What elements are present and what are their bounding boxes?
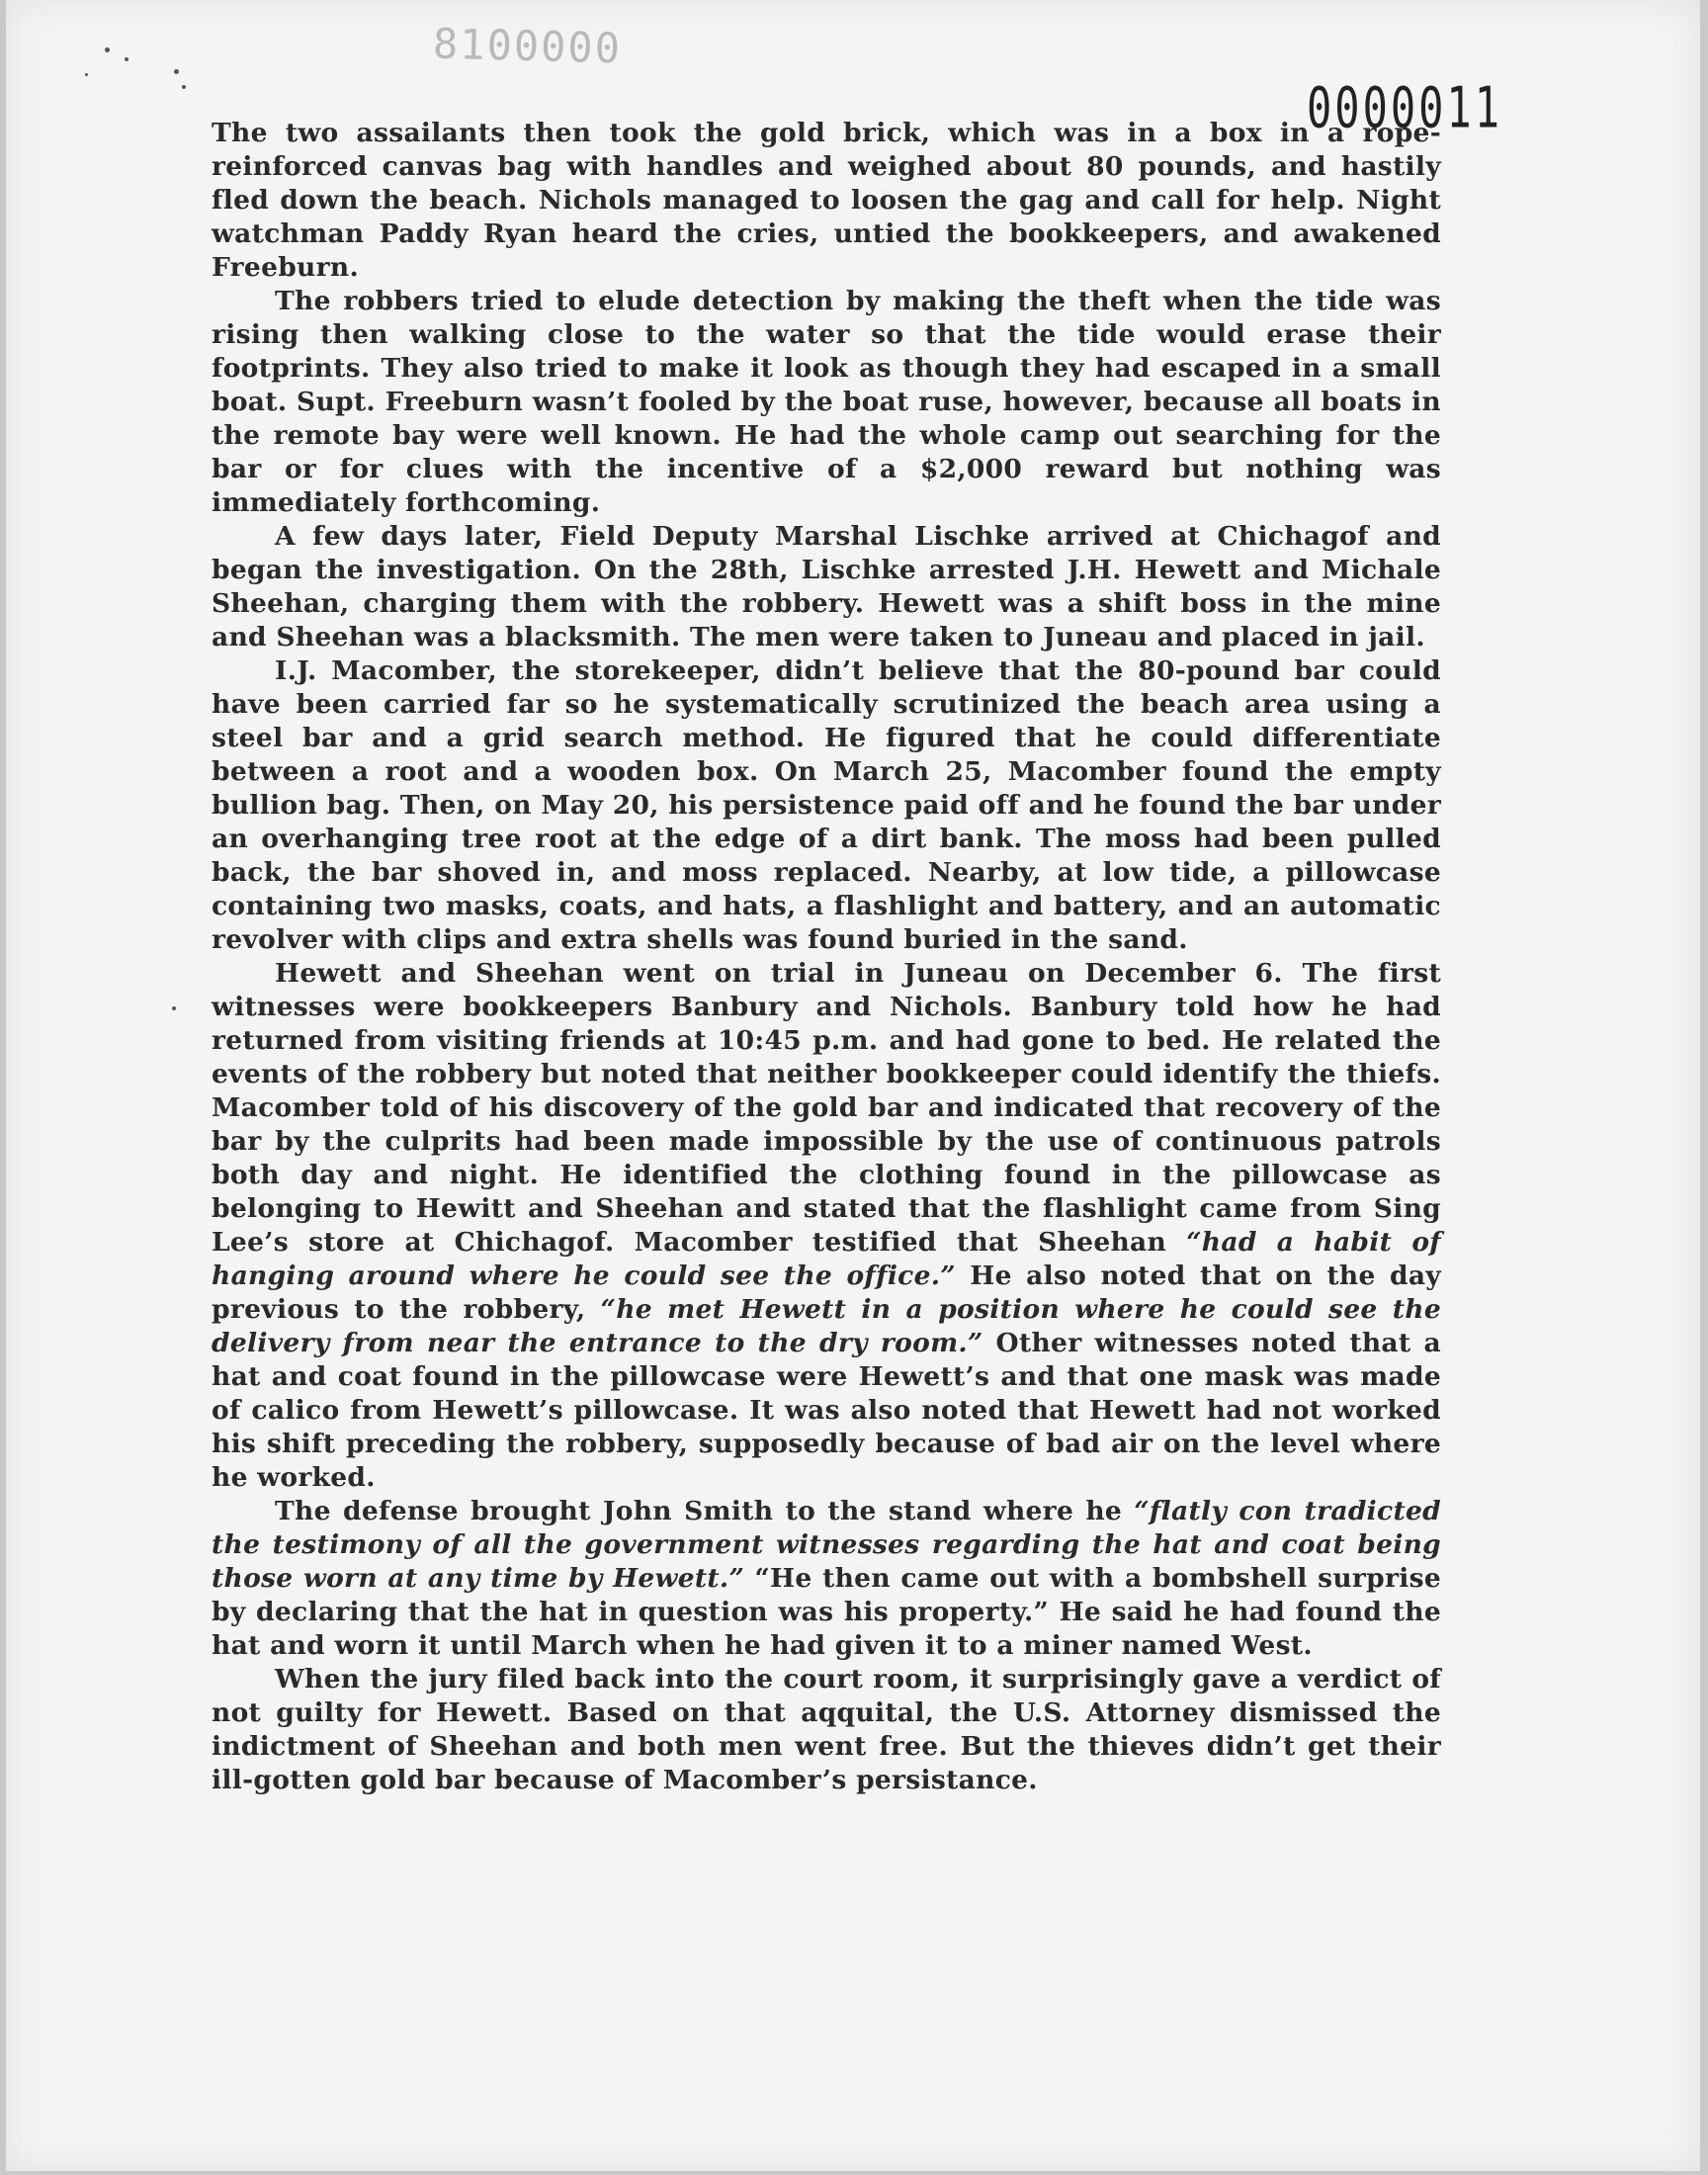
- quoted-testimony: “had a habit of hanging around where he could see the office.”: [212, 1227, 1441, 1291]
- paragraph: [212, 520, 1441, 654]
- paragraph-text: Other witnesses noted that a hat and coat found in the pillowcase were Hewett’s and that one mask was made of calico from Hewett’s pillowcase. It was also noted that Hewett had not worked his shift preceding the robbery, supposedly because of bad air on the level where he worked.: [212, 1328, 1441, 1493]
- page-number: 0000011: [1307, 75, 1503, 141]
- quoted-testimony: “he met Hewett in a position where he could see the delivery from near the entrance to the dry room.”: [212, 1294, 1441, 1358]
- scan-speck: [182, 85, 186, 89]
- faint-stamp-number: 8100000: [432, 19, 623, 73]
- paragraph: [212, 957, 1441, 1495]
- paragraph-text: A few days later, Field Deputy Marshal Lischke arrived at Chichagof and began the investigation. On the 28th, Lischke arrested J.H. Hewett and Michale Sheehan, charging them with the robbery. Hewett was a shift boss in the mine and Sheehan was a blacksmith. The men were taken to Juneau and placed in jail.: [212, 521, 1441, 652]
- paragraph: [212, 1495, 1441, 1663]
- paragraph: [212, 117, 1441, 285]
- scan-speck: [85, 73, 88, 76]
- scan-speck: [172, 1006, 176, 1010]
- paragraph-text: I.J. Macomber, the storekeeper, didn’t believe that the 80-pound bar could have been carried far so he systematically scrutinized the beach area using a steel bar and a grid search method. He figured that he could differentiate between a root and a wooden box. On March 25, Macomber found the empty bullion bag. Then, on May 20, his persistence paid off and he found the bar under an overhanging tree root at the edge of a dirt bank. The moss had been pulled back, the bar shoved in, and moss replaced. Nearby, at low tide, a pillowcase containing two masks, coats, and hats, a flashlight and battery, and an automatic revolver with clips and extra shells was found buried in the sand.: [212, 655, 1441, 955]
- paragraph-text: When the jury filed back into the court room, it surprisingly gave a verdict of not guilty for Hewett. Based on that aqquital, the U.S. Attorney dismissed the indictment of Sheehan and both men went free. But the thieves didn’t get their ill-gotten gold bar because of Macomber’s persistance.: [212, 1664, 1441, 1795]
- paragraph-text: The two assailants then took the gold brick, which was in a box in a rope-reinforced canvas bag with handles and weighed about 80 pounds, and hastily fled down the beach. Nichols managed to loosen the gag and call for help. Night watchman Paddy Ryan heard the cries, untied the bookkeepers, and awakened Freeburn.: [212, 118, 1441, 283]
- scan-speck: [125, 57, 128, 61]
- paragraph-text: He also noted that on the day previous to the robbery,: [212, 1261, 1441, 1325]
- scan-speck: [105, 47, 110, 52]
- paragraph: [212, 654, 1441, 957]
- paragraph-text: The defense brought John Smith to the stand where he: [275, 1496, 1135, 1526]
- paragraph-text: The robbers tried to elude detection by making the theft when the tide was rising then walking close to the water so that the tide would erase their footprints. They also tried to make it look as though they had escaped in a small boat. Supt. Freeburn wasn’t fooled by the boat ruse, however, because all boats in the remote bay were well known. He had the whole camp out searching for the bar or for clues with the incentive of a $2,000 reward but nothing was immediately forthcoming.: [212, 286, 1441, 518]
- paragraph-text: Hewett and Sheehan went on trial in Juneau on December 6. The first witnesses were bookkeepers Banbury and Nichols. Banbury told how he had returned from visiting friends at 10:45 p.m. and had gone to bed. He related the events of the robbery but noted that neither bookkeeper could identify the thiefs. Macomber told of his discovery of the gold bar and indicated that recovery of the bar by the culprits had been made impossible by the use of continuous patrols both day and night. He identified the clothing found in the pillowcase as belonging to Hewitt and Sheehan and stated that the flashlight came from Sing Lee’s store at Chichagof. Macomber testified that Sheehan: [212, 958, 1441, 1258]
- paragraph: [212, 1663, 1441, 1797]
- scan-speck: [174, 69, 179, 74]
- paragraph: [212, 285, 1441, 520]
- quoted-testimony: “flatly con tradicted the testimony of all the government witnesses regarding the hat and coat being those worn at any time by Hewett.”: [212, 1496, 1442, 1594]
- paragraph-text: “He then came out with a bombshell surprise by declaring that the hat in question was his property.” He said he had found the hat and worn it until March when he had given it to a miner named West.: [212, 1563, 1442, 1661]
- document-body: [212, 117, 1441, 1797]
- document-page: [6, 0, 1700, 2171]
